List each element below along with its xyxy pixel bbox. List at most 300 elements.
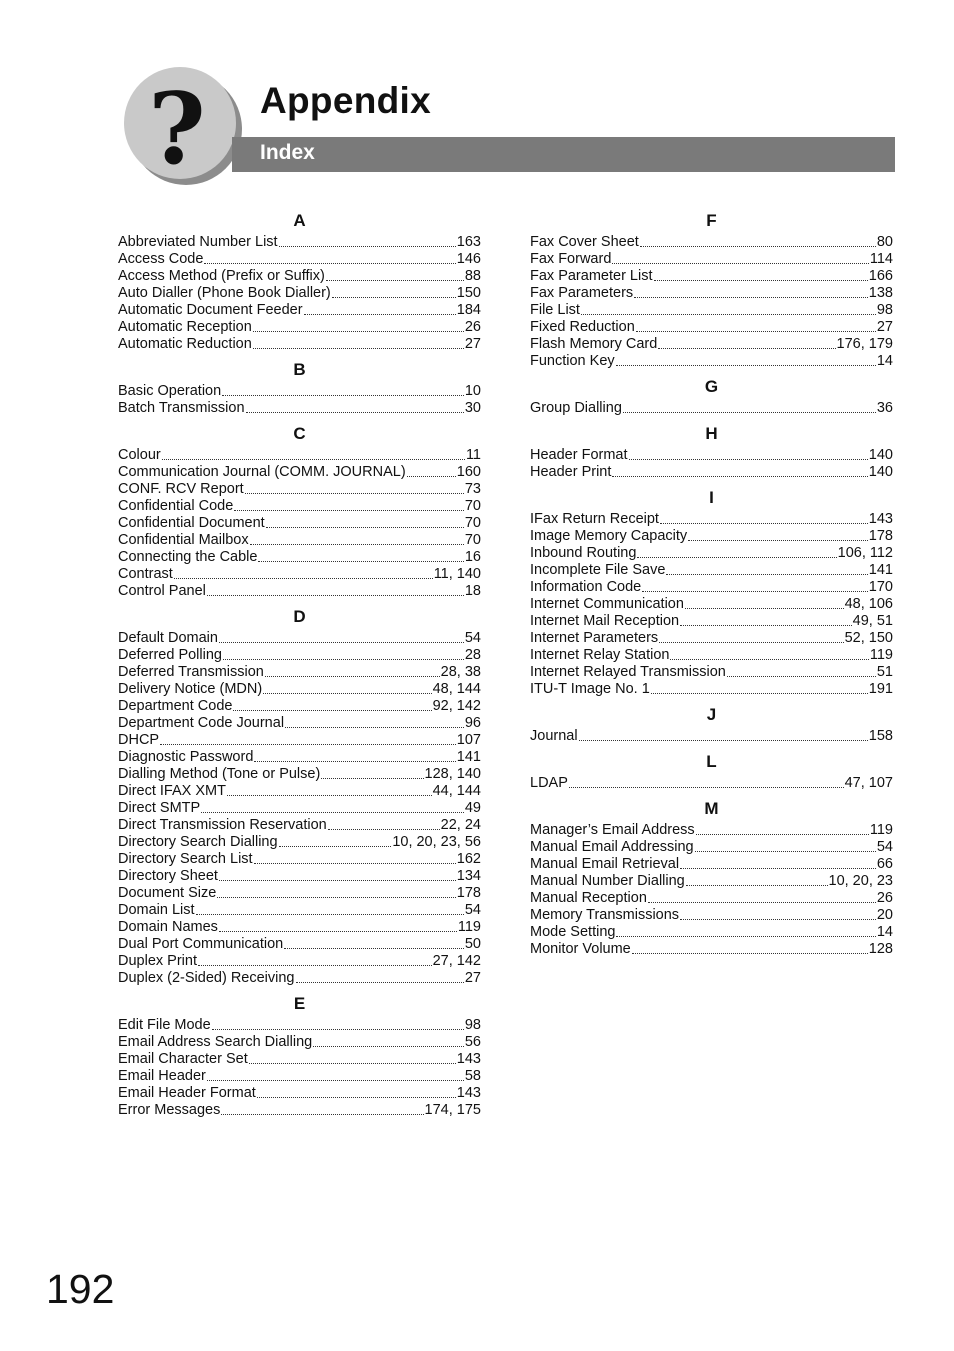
index-entry bbox=[118, 302, 481, 319]
index-entry-label: Image Memory Capacity bbox=[530, 528, 688, 544]
index-entry-pages: 163 bbox=[456, 234, 481, 250]
dot-leader bbox=[234, 498, 464, 511]
index-entry-label: Department Code Journal bbox=[118, 715, 285, 731]
dot-leader bbox=[321, 766, 423, 779]
index-entry bbox=[530, 579, 893, 596]
index-section-entries bbox=[530, 400, 893, 417]
index-entry-pages: 56 bbox=[464, 1034, 481, 1050]
index-entry bbox=[530, 613, 893, 630]
index-entry-pages: 128 bbox=[868, 941, 893, 957]
index-entry bbox=[530, 664, 893, 681]
index-entry bbox=[118, 268, 481, 285]
dot-leader bbox=[207, 1068, 464, 1081]
index-entry-pages: 80 bbox=[876, 234, 893, 250]
index-entry-label: IFax Return Receipt bbox=[530, 511, 659, 527]
index-entry-label: Inbound Routing bbox=[530, 545, 637, 561]
index-entry-pages: 143 bbox=[456, 1051, 481, 1067]
index-section-letter: G bbox=[704, 377, 719, 396]
dot-leader bbox=[623, 400, 876, 413]
dot-leader bbox=[680, 856, 876, 869]
index-entry-label: Manual Email Retrieval bbox=[530, 856, 680, 872]
index-entry-label: Domain Names bbox=[118, 919, 218, 935]
dot-leader bbox=[285, 715, 464, 728]
index-entry-pages: 106, 112 bbox=[837, 545, 893, 561]
index-entry bbox=[118, 664, 481, 681]
index-section-letter: A bbox=[293, 211, 306, 230]
index-entry bbox=[530, 873, 893, 890]
dot-leader bbox=[332, 285, 456, 298]
dot-leader bbox=[407, 464, 456, 477]
index-entry-pages: 119 bbox=[869, 822, 893, 838]
index-entry-label: Duplex (2-Sided) Receiving bbox=[118, 970, 295, 986]
index-entry bbox=[118, 319, 481, 336]
index-entry-label: Batch Transmission bbox=[118, 400, 245, 416]
index-entry bbox=[530, 596, 893, 613]
index-entry-pages: 119 bbox=[457, 919, 481, 935]
index-entry bbox=[118, 800, 481, 817]
index-entry-pages: 128, 140 bbox=[424, 766, 481, 782]
index-entry-pages: 27 bbox=[876, 319, 893, 335]
index-entry-pages: 141 bbox=[868, 562, 893, 578]
dot-leader bbox=[612, 464, 867, 477]
index-entry bbox=[118, 851, 481, 868]
index-entry bbox=[118, 1085, 481, 1102]
index-entry-label: Email Address Search Dialling bbox=[118, 1034, 313, 1050]
index-entry-label: Confidential Code bbox=[118, 498, 234, 514]
index-entry bbox=[118, 400, 481, 417]
index-entry-pages: 176, 179 bbox=[836, 336, 893, 352]
index-entry-pages: 28, 38 bbox=[440, 664, 481, 680]
dot-leader bbox=[688, 528, 868, 541]
svg-text:?: ? bbox=[148, 72, 206, 179]
index-entry-label: Fixed Reduction bbox=[530, 319, 635, 335]
dot-leader bbox=[258, 549, 463, 562]
index-entry bbox=[530, 400, 893, 417]
index-entry-pages: 16 bbox=[464, 549, 481, 565]
dot-leader bbox=[636, 319, 876, 332]
index-entry-pages: 54 bbox=[464, 630, 481, 646]
section-banner bbox=[232, 137, 895, 172]
index-entry-pages: 73 bbox=[464, 481, 481, 497]
index-entry-pages: 88 bbox=[464, 268, 481, 284]
dot-leader bbox=[616, 353, 876, 366]
index-entry-label: Delivery Notice (MDN) bbox=[118, 681, 263, 697]
index-section-entries bbox=[530, 234, 893, 370]
dot-leader bbox=[658, 336, 835, 349]
index-entry-pages: 10 bbox=[464, 383, 481, 399]
index-entry-pages: 11 bbox=[465, 447, 481, 463]
index-entry bbox=[530, 924, 893, 941]
index-entry bbox=[118, 464, 481, 481]
dot-leader bbox=[616, 924, 875, 937]
index-entry-pages: 26 bbox=[464, 319, 481, 335]
dot-leader bbox=[222, 383, 464, 396]
index-entry-pages: 141 bbox=[456, 749, 481, 765]
index-section-letter: B bbox=[293, 360, 306, 379]
index-entry bbox=[118, 834, 481, 851]
index-entry-label: Manager’s Email Address bbox=[530, 822, 695, 838]
index-section-entries bbox=[530, 511, 893, 698]
dot-leader bbox=[680, 613, 852, 626]
dot-leader bbox=[612, 251, 868, 264]
index-entry bbox=[530, 890, 893, 907]
index-entry-label: Contrast bbox=[118, 566, 173, 582]
dot-leader bbox=[174, 566, 433, 579]
index-entry bbox=[118, 647, 481, 664]
index-entry-pages: 66 bbox=[876, 856, 893, 872]
index-entry bbox=[530, 545, 893, 562]
index-entry-label: Internet Parameters bbox=[530, 630, 659, 646]
question-mark-icon bbox=[124, 67, 236, 179]
index-entry-pages: 143 bbox=[868, 511, 893, 527]
dot-leader bbox=[581, 302, 876, 315]
dot-leader bbox=[219, 919, 457, 932]
dot-leader bbox=[666, 562, 867, 575]
dot-leader bbox=[696, 822, 869, 835]
index-entry-pages: 174, 175 bbox=[424, 1102, 481, 1118]
index-entry-pages: 160 bbox=[456, 464, 481, 480]
index-entry bbox=[118, 868, 481, 885]
index-section-letter: C bbox=[293, 424, 306, 443]
index-entry-label: Flash Memory Card bbox=[530, 336, 658, 352]
index-entry bbox=[530, 251, 893, 268]
dot-leader bbox=[284, 936, 464, 949]
dot-leader bbox=[219, 868, 456, 881]
index-entry-pages: 27 bbox=[464, 970, 481, 986]
index-entry bbox=[118, 970, 481, 987]
index-entry-label: Diagnostic Password bbox=[118, 749, 254, 765]
index-entry bbox=[530, 528, 893, 545]
dot-leader bbox=[254, 851, 456, 864]
index-entry-label: Header Print bbox=[530, 464, 612, 480]
index-entry-label: Edit File Mode bbox=[118, 1017, 211, 1033]
index-entry-pages: 166 bbox=[868, 268, 893, 284]
dot-leader bbox=[221, 1102, 423, 1115]
index-entry-label: Function Key bbox=[530, 353, 615, 369]
index-entry-pages: 170 bbox=[868, 579, 893, 595]
index-entry-label: Default Domain bbox=[118, 630, 218, 646]
index-entry-label: Internet Relay Station bbox=[530, 647, 670, 663]
index-entry-label: Dual Port Communication bbox=[118, 936, 284, 952]
dot-leader bbox=[642, 579, 868, 592]
index-entry bbox=[530, 464, 893, 481]
dot-leader bbox=[245, 481, 464, 494]
index-entry-label: Directory Search Dialling bbox=[118, 834, 278, 850]
index-entry-label: Confidential Mailbox bbox=[118, 532, 249, 548]
page-number: 192 bbox=[46, 1266, 115, 1312]
index-entry bbox=[530, 647, 893, 664]
index-entry-label: DHCP bbox=[118, 732, 160, 748]
index-entry bbox=[118, 383, 481, 400]
index-entry-label: Monitor Volume bbox=[530, 941, 631, 957]
dot-leader bbox=[727, 664, 876, 677]
index-entry-label: Internet Mail Reception bbox=[530, 613, 680, 629]
index-entry-label: Direct IFAX XMT bbox=[118, 783, 226, 799]
dot-leader bbox=[233, 698, 431, 711]
index-entry bbox=[118, 953, 481, 970]
index-entry-label: Deferred Polling bbox=[118, 647, 222, 663]
index-entry bbox=[530, 336, 893, 353]
index-section-entries bbox=[530, 447, 893, 481]
index-entry bbox=[530, 353, 893, 370]
index-entry bbox=[530, 562, 893, 579]
index-entry-pages: 26 bbox=[876, 890, 893, 906]
index-entry bbox=[530, 907, 893, 924]
index-entry-label: File List bbox=[530, 302, 580, 318]
index-entry-label: Direct SMTP bbox=[118, 800, 201, 816]
index-entry-label: Memory Transmissions bbox=[530, 907, 680, 923]
index-entry-pages: 134 bbox=[456, 868, 481, 884]
index-entry bbox=[118, 251, 481, 268]
dot-leader bbox=[670, 647, 868, 660]
dot-leader bbox=[201, 800, 464, 813]
index-entry-label: Domain List bbox=[118, 902, 195, 918]
dot-leader bbox=[162, 447, 465, 460]
index-entry bbox=[530, 319, 893, 336]
dot-leader bbox=[680, 907, 876, 920]
index-entry-pages: 48, 106 bbox=[844, 596, 893, 612]
dot-leader bbox=[257, 1085, 456, 1098]
index-entry bbox=[118, 919, 481, 936]
index-entry bbox=[530, 285, 893, 302]
index-entry bbox=[530, 728, 893, 745]
index-entry-label: Group Dialling bbox=[530, 400, 622, 416]
index-entry-label: ITU-T Image No. 1 bbox=[530, 681, 650, 697]
dot-leader bbox=[212, 1017, 464, 1030]
index-entry-pages: 119 bbox=[869, 647, 893, 663]
index-entry bbox=[118, 1102, 481, 1119]
index-entry bbox=[118, 447, 481, 464]
index-entry bbox=[118, 885, 481, 902]
index-entry bbox=[118, 630, 481, 647]
index-entry-label: Direct Transmission Reservation bbox=[118, 817, 327, 833]
index-entry-pages: 184 bbox=[456, 302, 481, 318]
dot-leader bbox=[263, 681, 431, 694]
dot-leader bbox=[253, 336, 464, 349]
dot-leader bbox=[296, 970, 464, 983]
index-entry-pages: 158 bbox=[868, 728, 893, 744]
index-column-left bbox=[118, 208, 481, 1123]
index-entry-label: Fax Cover Sheet bbox=[530, 234, 639, 250]
index-entry bbox=[118, 549, 481, 566]
index-entry-label: Document Size bbox=[118, 885, 217, 901]
index-entry-label: Fax Forward bbox=[530, 251, 612, 267]
index-section-entries bbox=[118, 447, 481, 600]
index-entry bbox=[530, 511, 893, 528]
index-entry-pages: 140 bbox=[868, 464, 893, 480]
index-entry bbox=[118, 481, 481, 498]
dot-leader bbox=[634, 285, 868, 298]
index-entry-pages: 191 bbox=[868, 681, 893, 697]
dot-leader bbox=[279, 834, 392, 847]
index-entry-pages: 10, 20, 23, 56 bbox=[392, 834, 481, 850]
index-entry bbox=[530, 839, 893, 856]
index-entry-label: Manual Number Dialling bbox=[530, 873, 685, 889]
index-entry-label: Incomplete File Save bbox=[530, 562, 666, 578]
index-entry bbox=[118, 732, 481, 749]
index-entry-label: Confidential Document bbox=[118, 515, 265, 531]
index-entry-pages: 178 bbox=[456, 885, 481, 901]
index-entry-pages: 107 bbox=[456, 732, 481, 748]
index-entry-pages: 92, 142 bbox=[432, 698, 481, 714]
index-entry-pages: 96 bbox=[464, 715, 481, 731]
index-entry-pages: 146 bbox=[456, 251, 481, 267]
index-entry-label: Directory Search List bbox=[118, 851, 253, 867]
index-entry-label: Fax Parameters bbox=[530, 285, 634, 301]
dot-leader bbox=[304, 302, 456, 315]
index-entry-label: Automatic Reception bbox=[118, 319, 252, 335]
dot-leader bbox=[253, 319, 464, 332]
index-entry bbox=[118, 1051, 481, 1068]
index-entry-label: Abbreviated Number List bbox=[118, 234, 278, 250]
index-entry-label: CONF. RCV Report bbox=[118, 481, 244, 497]
index-entry-label: Internet Communication bbox=[530, 596, 684, 612]
dot-leader bbox=[250, 532, 464, 545]
dot-leader bbox=[223, 647, 464, 660]
index-entry-label: Duplex Print bbox=[118, 953, 197, 969]
index-entry-label: Fax Parameter List bbox=[530, 268, 653, 284]
index-entry-pages: 138 bbox=[868, 285, 893, 301]
index-section-letter: J bbox=[706, 705, 717, 724]
index-entry-pages: 27 bbox=[464, 336, 481, 352]
index-entry bbox=[530, 630, 893, 647]
dot-leader bbox=[685, 596, 844, 609]
index-entry-label: Mode Setting bbox=[530, 924, 616, 940]
index-entry-label: Email Character Set bbox=[118, 1051, 248, 1067]
index-entry-label: Control Panel bbox=[118, 583, 206, 599]
dot-leader bbox=[196, 902, 464, 915]
index-entry bbox=[530, 941, 893, 958]
index-entry-label: Access Method (Prefix or Suffix) bbox=[118, 268, 325, 284]
dot-leader bbox=[254, 749, 455, 762]
dot-leader bbox=[207, 583, 464, 596]
index-section-entries bbox=[118, 234, 481, 353]
dot-leader bbox=[660, 511, 868, 524]
index-entry-label: Basic Operation bbox=[118, 383, 222, 399]
index-entry bbox=[530, 775, 893, 792]
index-entry-pages: 27, 142 bbox=[432, 953, 481, 969]
dot-leader bbox=[659, 630, 843, 643]
index-entry-label: Dialling Method (Tone or Pulse) bbox=[118, 766, 321, 782]
page-title: Appendix bbox=[260, 80, 431, 121]
index-entry-label: Header Format bbox=[530, 447, 628, 463]
index-entry bbox=[118, 715, 481, 732]
index-entry bbox=[118, 583, 481, 600]
index-entry-label: Email Header bbox=[118, 1068, 206, 1084]
index-entry-pages: 10, 20, 23 bbox=[828, 873, 893, 889]
index-entry bbox=[118, 783, 481, 800]
index-entry-pages: 98 bbox=[464, 1017, 481, 1033]
index-entry-label: Communication Journal (COMM. JOURNAL) bbox=[118, 464, 406, 480]
index-entry bbox=[118, 515, 481, 532]
index-entry-pages: 98 bbox=[876, 302, 893, 318]
index-entry bbox=[118, 1034, 481, 1051]
index-entry-label: Deferred Transmission bbox=[118, 664, 264, 680]
dot-leader bbox=[326, 268, 464, 281]
index-section-letter: F bbox=[706, 211, 717, 230]
index-entry-label: Colour bbox=[118, 447, 161, 463]
dot-leader bbox=[632, 941, 868, 954]
index-entry bbox=[118, 766, 481, 783]
index-entry bbox=[530, 681, 893, 698]
index-entry bbox=[118, 749, 481, 766]
index-entry-pages: 58 bbox=[464, 1068, 481, 1084]
index-section-entries bbox=[530, 822, 893, 958]
index-section-entries bbox=[118, 630, 481, 987]
dot-leader bbox=[249, 1051, 456, 1064]
index-entry bbox=[118, 336, 481, 353]
dot-leader bbox=[198, 953, 432, 966]
index-entry-label: Journal bbox=[530, 728, 578, 744]
index-entry bbox=[118, 936, 481, 953]
index-entry bbox=[530, 822, 893, 839]
dot-leader bbox=[648, 890, 876, 903]
index-entry-pages: 162 bbox=[456, 851, 481, 867]
index-entry-label: Automatic Document Feeder bbox=[118, 302, 303, 318]
index-entry-pages: 28 bbox=[464, 647, 481, 663]
index-entry-pages: 20 bbox=[876, 907, 893, 923]
dot-leader bbox=[651, 681, 868, 694]
index-entry bbox=[118, 902, 481, 919]
dot-leader bbox=[654, 268, 868, 281]
index-entry bbox=[118, 566, 481, 583]
index-entry bbox=[118, 681, 481, 698]
index-entry-pages: 49, 51 bbox=[852, 613, 893, 629]
index-entry-label: Automatic Reduction bbox=[118, 336, 252, 352]
index-entry-pages: 47, 107 bbox=[844, 775, 893, 791]
index-entry-label: Error Messages bbox=[118, 1102, 221, 1118]
index-entry bbox=[530, 302, 893, 319]
index-section-letter: I bbox=[709, 488, 714, 507]
index-entry-pages: 114 bbox=[869, 251, 893, 267]
index-entry-pages: 48, 144 bbox=[432, 681, 481, 697]
index-entry bbox=[118, 234, 481, 251]
dot-leader bbox=[686, 873, 828, 886]
index-entry bbox=[118, 817, 481, 834]
index-entry-pages: 22, 24 bbox=[440, 817, 481, 833]
index-entry-pages: 70 bbox=[464, 498, 481, 514]
index-entry-pages: 178 bbox=[868, 528, 893, 544]
index-entry bbox=[118, 698, 481, 715]
index-section-letter: M bbox=[704, 799, 719, 818]
index-entry-pages: 11, 140 bbox=[433, 566, 481, 582]
dot-leader bbox=[246, 400, 464, 413]
dot-leader bbox=[629, 447, 868, 460]
index-entry bbox=[118, 532, 481, 549]
index-entry-label: Directory Sheet bbox=[118, 868, 218, 884]
index-entry-pages: 50 bbox=[464, 936, 481, 952]
index-entry bbox=[530, 268, 893, 285]
index-section-entries bbox=[118, 1017, 481, 1119]
index-entry bbox=[118, 1068, 481, 1085]
index-entry-label: LDAP bbox=[530, 775, 568, 791]
dot-leader bbox=[695, 839, 876, 852]
dot-leader bbox=[204, 251, 455, 264]
dot-leader bbox=[265, 664, 440, 677]
index-section-letter: D bbox=[293, 607, 306, 626]
dot-leader bbox=[328, 817, 440, 830]
index-column-right bbox=[530, 208, 893, 962]
dot-leader bbox=[266, 515, 464, 528]
dot-leader bbox=[640, 234, 876, 247]
index-section-entries bbox=[530, 728, 893, 745]
index-entry-label: Internet Relayed Transmission bbox=[530, 664, 726, 680]
index-entry-label: Manual Reception bbox=[530, 890, 647, 906]
index-section-entries bbox=[530, 775, 893, 792]
dot-leader bbox=[637, 545, 836, 558]
index-entry-label: Access Code bbox=[118, 251, 204, 267]
dot-leader bbox=[160, 732, 456, 745]
